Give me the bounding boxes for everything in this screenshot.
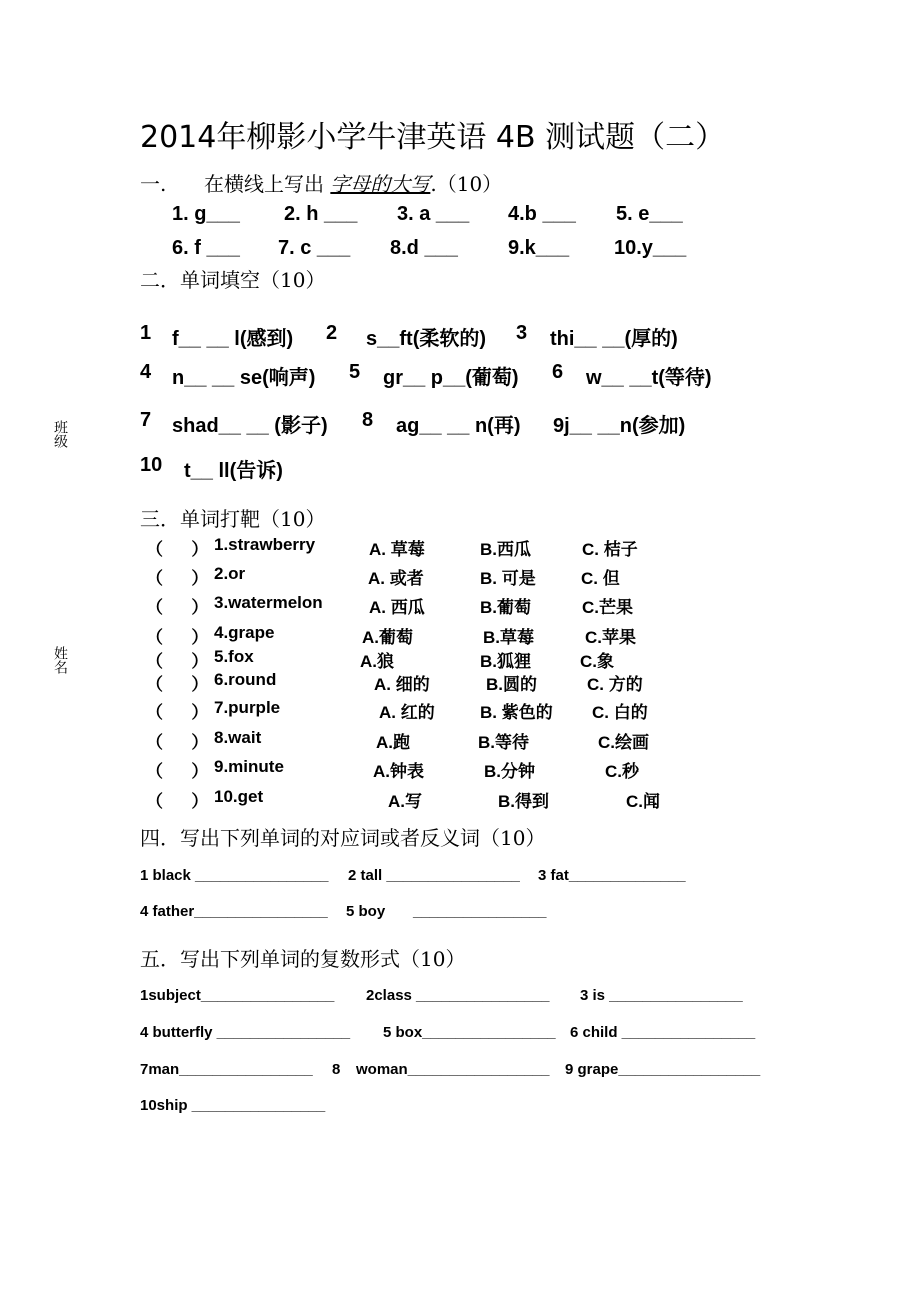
antonym-item: 2 tall ________________ [348,867,520,884]
option-a: A.写 [388,792,422,811]
option-c: C. 桔子 [582,540,638,559]
section3-heading: 三．单词打靶（10） [140,507,326,531]
fill-item: w__ __t(等待) [586,367,712,389]
letter-item: 3. a ___ [397,203,470,225]
option-b: B.狐狸 [480,652,531,671]
letter-item: 8.d ___ [390,237,458,259]
option-c: C.苹果 [585,628,636,647]
option-c: C. 方的 [587,675,643,694]
option-a: A.狼 [360,652,394,671]
letter-item: 10.y___ [614,237,687,259]
letter-item: 5. e___ [616,203,683,225]
fill-number: 10 [140,454,163,476]
option-b: B.葡萄 [480,598,531,617]
quiz-word: 8.wait [214,728,262,747]
plural-number: 8 [332,1061,341,1078]
section1-heading [204,168,502,197]
section2-heading: 二．单词填空（10） [140,268,326,292]
name-label: 姓名 [52,646,68,674]
answer-paren: （ ） [146,569,209,588]
antonym-item: 1 black ________________ [140,867,329,884]
quiz-word: 10.get [214,787,264,806]
letter-item: 7. c ___ [278,237,351,259]
antonym-blank: ________________ [413,903,547,920]
antonym-item: 5 boy [346,903,386,920]
antonym-item: 3 fat______________ [538,867,686,884]
section1-instruction: 字母的大写 [330,172,431,196]
plural-item: 6 child ________________ [570,1024,756,1041]
plural-item: 9 grape_________________ [565,1061,761,1078]
option-c: C. 但 [581,569,620,588]
fill-number: 2 [326,322,338,344]
fill-item: ag__ __ n(再) [396,415,521,437]
plural-item: 5 box________________ [383,1024,556,1041]
plural-item: 4 butterfly ________________ [140,1024,351,1041]
fill-item: n__ __ se(响声) [172,367,316,389]
section1-number: 一. [140,172,167,196]
letter-item: 4.b ___ [508,203,576,225]
fill-item: t__ ll(告诉) [184,460,283,482]
plural-item: 7man________________ [140,1061,313,1078]
fill-number: 1 [140,322,152,344]
option-b: B.得到 [498,792,549,811]
option-c: C.绘画 [598,733,649,752]
option-a: A.跑 [376,733,410,752]
option-b: B.等待 [478,733,529,752]
quiz-word: 1.strawberry [214,535,316,554]
answer-paren: （ ） [146,792,209,811]
option-b: B.西瓜 [480,540,531,559]
fill-number: 4 [140,361,152,383]
answer-paren: （ ） [146,733,209,752]
quiz-word: 6.round [214,670,277,689]
answer-paren: （ ） [146,540,209,559]
option-c: C.秒 [605,762,639,781]
letter-item: 9.k___ [508,237,570,259]
plural-item: 10ship ________________ [140,1097,326,1114]
option-c: C. 白的 [592,703,648,722]
quiz-word: 9.minute [214,757,284,776]
plural-item: 2class ________________ [366,987,550,1004]
option-c: C.闻 [626,792,660,811]
fill-number: 3 [516,322,528,344]
answer-paren: （ ） [146,628,209,647]
option-c: C.象 [580,652,614,671]
fill-item: s__ft(柔软的) [366,328,487,350]
fill-number: 5 [349,361,361,383]
quiz-word: 2.or [214,564,246,583]
letter-item: 2. h ___ [284,203,358,225]
fill-item: f__ __ l(感到) [172,328,294,350]
option-a: A. 或者 [368,569,424,588]
answer-paren: （ ） [146,762,209,781]
letter-item: 6. f ___ [172,237,240,259]
class-label: 班级 [52,420,68,448]
quiz-word: 4.grape [214,623,275,642]
plural-item: 3 is ________________ [580,987,743,1004]
plural-item: 1subject________________ [140,987,335,1004]
page-title: 2014年柳影小学牛津英语 4B 测试题（二） [140,120,726,155]
fill-item: 9j__ __n(参加) [553,415,686,437]
section5-heading: 五．写出下列单词的复数形式（10） [140,947,466,971]
option-a: A.葡萄 [362,628,413,647]
option-b: B.草莓 [483,628,534,647]
option-b: B.分钟 [484,762,535,781]
quiz-word: 3.watermelon [214,593,323,612]
answer-paren: （ ） [146,652,209,671]
section1-score: .（10） [430,172,503,196]
fill-number: 6 [552,361,564,383]
fill-number: 7 [140,409,152,431]
option-b: B. 紫色的 [480,703,553,722]
option-a: A. 细的 [374,675,430,694]
option-b: B.圆的 [486,675,537,694]
section4-heading: 四．写出下列单词的对应词或者反义词（10） [140,826,546,850]
section1-text: 在横线上写出 [204,172,324,196]
option-c: C.芒果 [582,598,633,617]
fill-item: shad__ __ (影子) [172,415,328,437]
option-a: A.钟表 [373,762,424,781]
option-a: A. 红的 [379,703,435,722]
antonym-item: 4 father________________ [140,903,328,920]
quiz-word: 7.purple [214,698,281,717]
answer-paren: （ ） [146,703,209,722]
option-a: A. 西瓜 [369,598,425,617]
answer-paren: （ ） [146,675,209,694]
fill-item: gr__ p__(葡萄) [383,367,519,389]
letter-item: 1. g___ [172,203,240,225]
option-a: A. 草莓 [369,540,425,559]
option-b: B. 可是 [480,569,536,588]
fill-item: thi__ __(厚的) [550,328,678,350]
answer-paren: （ ） [146,598,209,617]
quiz-word: 5.fox [214,647,254,666]
fill-number: 8 [362,409,374,431]
plural-item: woman_________________ [356,1061,550,1078]
